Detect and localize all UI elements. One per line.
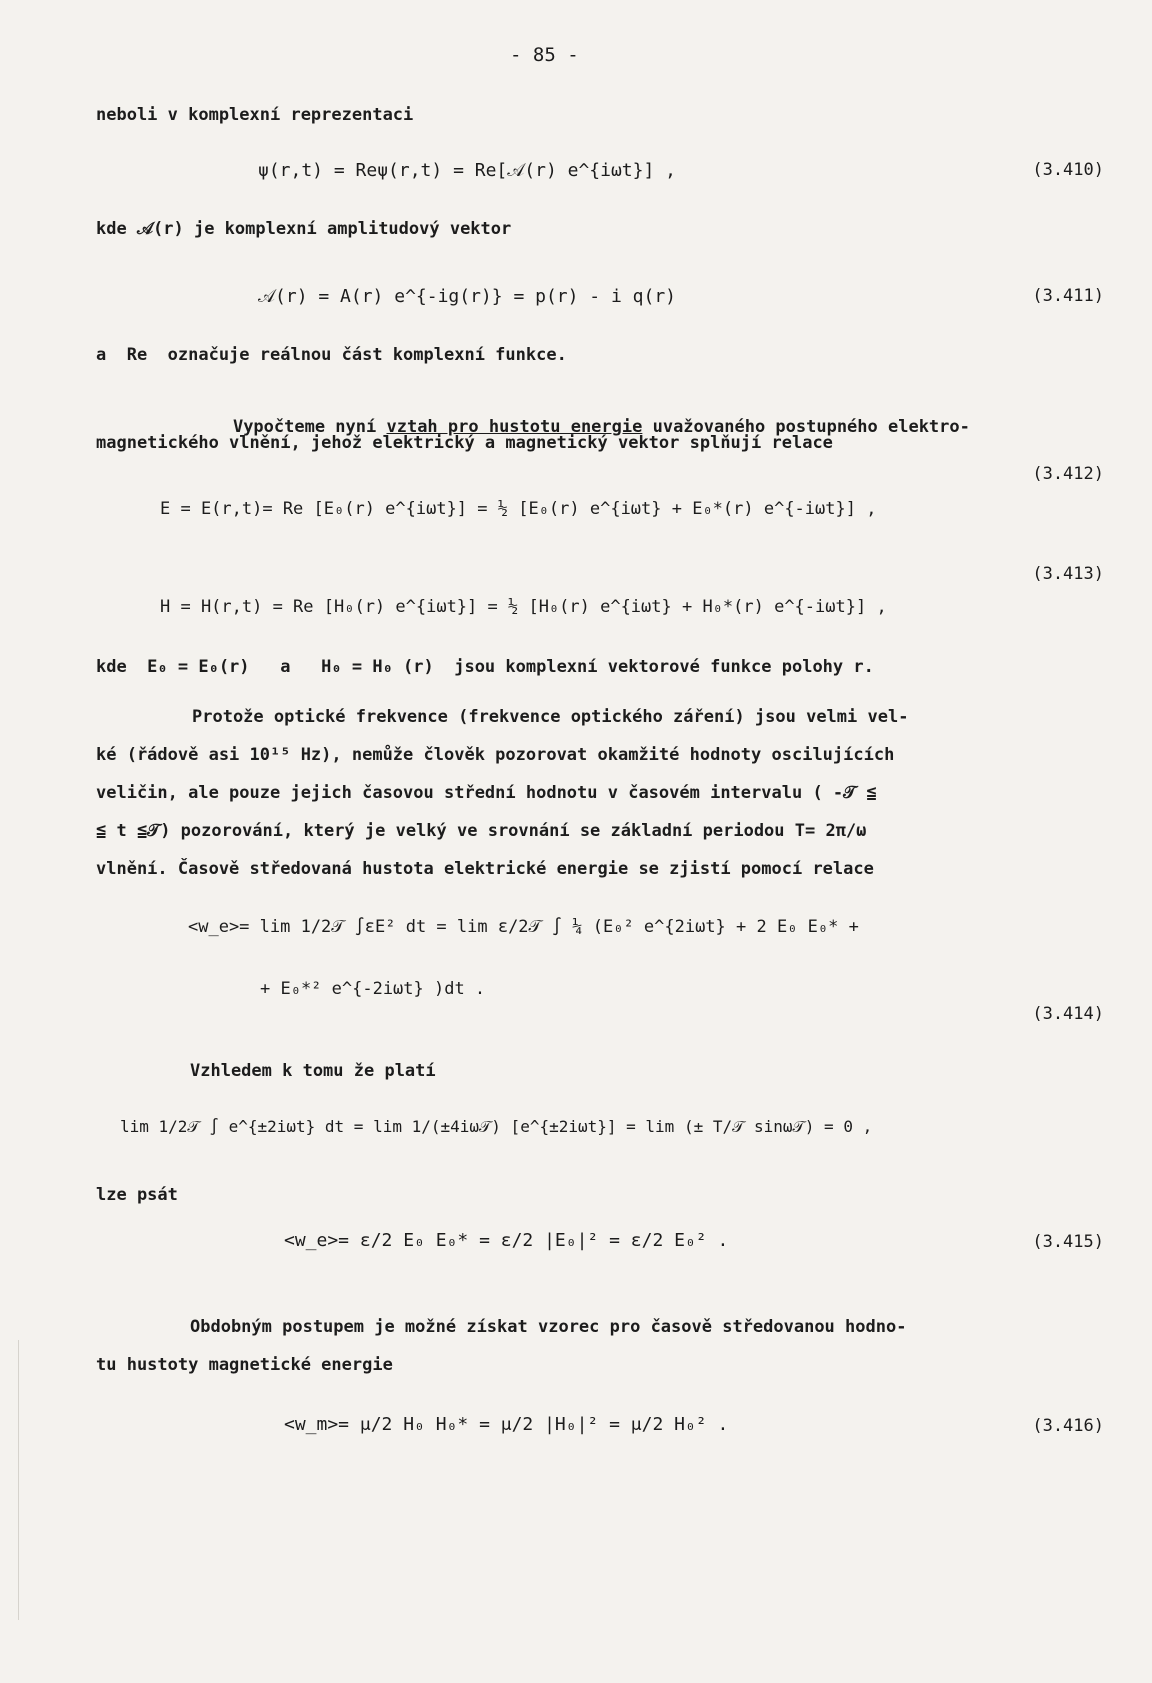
equation-3-410: ψ(r,t) = Reψ(r,t) = Re[𝒜(r) e^{iωt}] , [258,160,676,181]
text-line: kde E₀ = E₀(r) a H₀ = H₀ (r) jsou komplexní vektorové funkce polohy r. [96,657,874,677]
text-line: a Re označuje reálnou část komplexní funkce. [96,345,567,365]
equation-number: (3.413) [1032,564,1104,584]
paper-edge [18,1340,19,1620]
text-line: vlnění. Časově středovaná hustota elektrické energie se zjistí pomocí relace [96,859,874,879]
equation-3-413: H = H(r,t) = Re [H₀(r) e^{iωt}] = ½ [H₀(r) e^{iωt} + H₀*(r) e^{-iωt}] , [160,597,887,617]
equation-3-412: E = E(r,t)= Re [E₀(r) e^{iωt}] = ½ [E₀(r) e^{iωt} + E₀*(r) e^{-iωt}] , [160,499,877,519]
text-line: Protože optické frekvence (frekvence optického záření) jsou velmi vel- [192,707,909,727]
equation-3-416: <w_m>= μ/2 H₀ H₀* = μ/2 |H₀|² = μ/2 H₀² . [284,1414,729,1435]
text-line: neboli v komplexní reprezentaci [96,105,414,125]
equation-number: (3.414) [1032,1004,1104,1024]
text-line: lze psát [96,1185,178,1205]
equation-number: (3.415) [1032,1232,1104,1252]
text-line: Vzhledem k tomu že platí [190,1061,436,1081]
text-line: ≦ t ≦𝒯) pozorování, který je velký ve srovnání se základní periodou T= 2π/ω [96,821,867,841]
underlined-phrase: vztah pro hustotu energie [386,417,643,437]
equation-3-414-continued: + E₀*² e^{-2iωt} )dt . [260,979,486,999]
text-line: kde 𝒜(r) je komplexní amplitudový vektor [96,219,512,239]
text-line: Obdobným postupem je možné získat vzorec pro časově středovanou hodno- [190,1317,907,1337]
text-line: magnetického vlnění, jehož elektrický a magnetický vektor splňují relace [96,433,833,453]
equation-number: (3.416) [1032,1416,1104,1436]
equation-3-411: 𝒜(r) = A(r) e^{-ig(r)} = p(r) - i q(r) [258,286,676,307]
page-number: - 85 - [510,44,579,66]
equation-number: (3.410) [1032,160,1104,180]
text-fragment: uvažovaného postupného elektro- [642,417,970,437]
equation-number: (3.412) [1032,464,1104,484]
text-line: ké (řádově asi 10¹⁵ Hz), nemůže člověk pozorovat okamžité hodnoty oscilujících [96,745,895,765]
equation-3-414: <w_e>= lim 1/2𝒯 ∫εE² dt = lim ε/2𝒯 ∫ ¼ (E₀² e^{2iωt} + 2 E₀ E₀* + [188,917,859,937]
equation-number: (3.411) [1032,286,1104,306]
equation-3-415: <w_e>= ε/2 E₀ E₀* = ε/2 |E₀|² = ε/2 E₀² . [284,1230,729,1251]
text-line: tu hustoty magnetické energie [96,1355,393,1375]
text-fragment: Vypočteme nyní [232,417,387,437]
equation-limit: lim 1/2𝒯 ∫ e^{±2iωt} dt = lim 1/(±4iω𝒯) [e^{±2iωt}] = lim (± T/𝒯 sinω𝒯) = 0 , [120,1117,873,1136]
text-line: veličin, ale pouze jejich časovou střední hodnotu v časovém intervalu ( -𝒯 ≦ [96,783,877,803]
